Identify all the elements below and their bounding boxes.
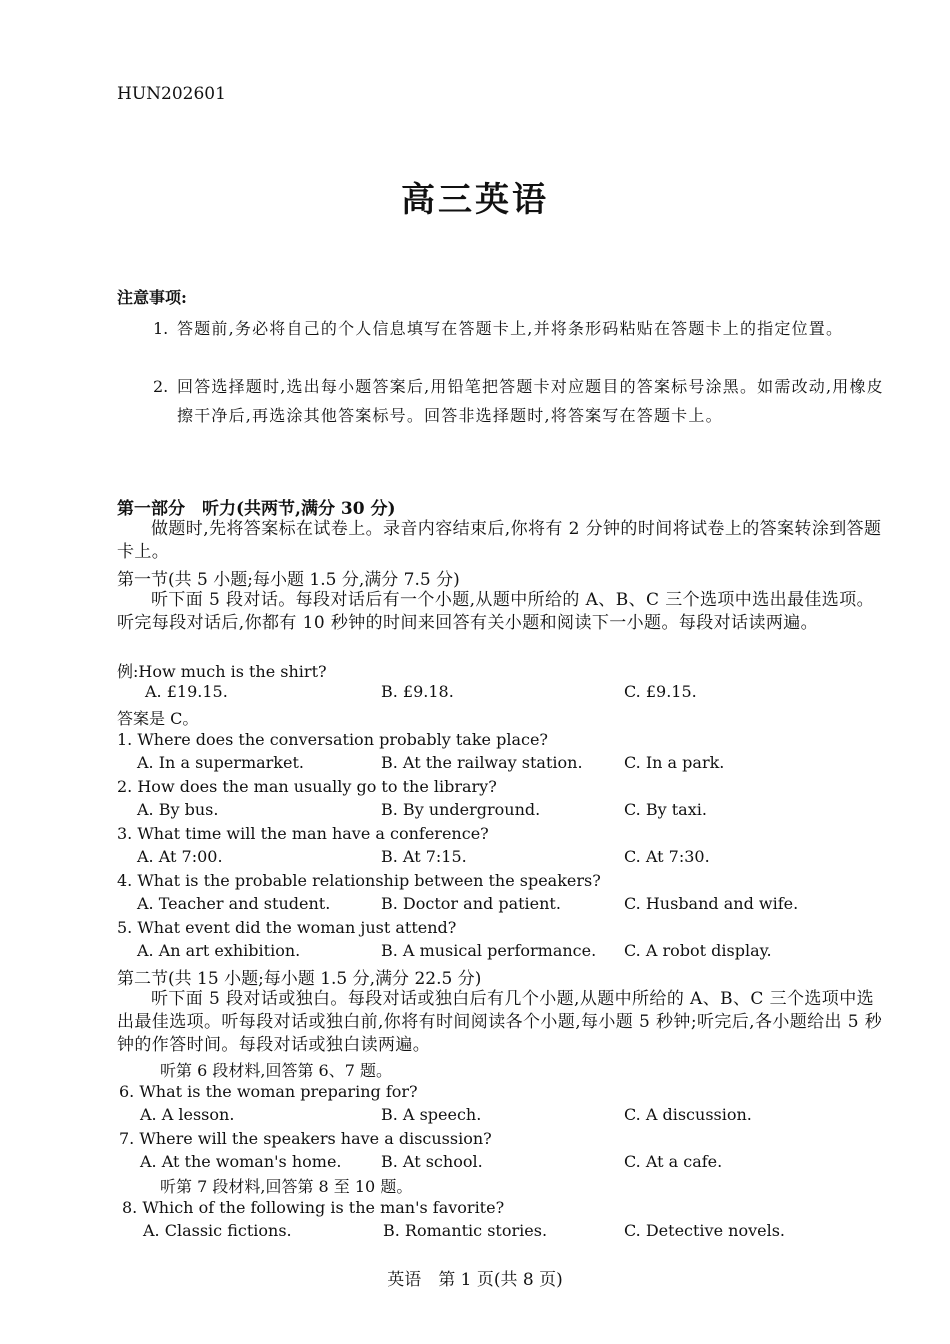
question-5: 5. What event did the woman just attend? [117, 918, 457, 937]
option-c[interactable]: C. By taxi. [624, 800, 707, 819]
page-footer: 英语 第 1 页(共 8 页) [387, 1270, 563, 1290]
option-a[interactable]: A. At the woman's home. [140, 1152, 342, 1171]
option-a[interactable]: A. By bus. [137, 800, 219, 819]
option-a[interactable]: A. Classic fictions. [143, 1221, 292, 1240]
option-b[interactable]: B. A musical performance. [381, 941, 597, 960]
option-a[interactable]: A. A lesson. [140, 1105, 235, 1124]
example-option-a: A. £19.15. [145, 682, 228, 701]
page-title: 高三英语 [401, 180, 549, 220]
option-c[interactable]: C. At a cafe. [624, 1152, 723, 1171]
part1-heading: 第一部分 听力(共两节,满分 30 分) [117, 499, 396, 519]
material-7-note: 听第 7 段材料,回答第 8 至 10 题。 [160, 1177, 413, 1196]
material-6-note: 听第 6 段材料,回答第 6、7 题。 [160, 1061, 392, 1080]
example-option-c: C. £9.15. [624, 682, 697, 701]
option-c[interactable]: C. At 7:30. [624, 847, 710, 866]
question-6: 6. What is the woman preparing for? [119, 1082, 418, 1101]
example-option-b: B. £9.18. [381, 682, 454, 701]
section2-heading: 第二节(共 15 小题;每小题 1.5 分,满分 22.5 分) [117, 969, 482, 989]
option-c[interactable]: C. Detective novels. [624, 1221, 785, 1240]
question-4: 4. What is the probable relationship between the speakers? [117, 871, 601, 890]
option-b[interactable]: B. Doctor and patient. [381, 894, 561, 913]
option-a[interactable]: A. At 7:00. [137, 847, 223, 866]
option-b[interactable]: B. At the railway station. [381, 753, 583, 772]
section2-intro: 听下面 5 段对话或独白。每段对话或独白后有几个小题,从题中所给的 A、B、C 三个选项中选出最佳选项。听每段对话或独白前,你将有时间阅读各个小题,每小题 5 秒钟;听完后,各小题给出 5 秒钟的作答时间。每段对话或独白读两遍。 [117, 989, 883, 1055]
option-a[interactable]: A. In a supermarket. [137, 753, 304, 772]
option-b[interactable]: B. Romantic stories. [383, 1221, 548, 1240]
example-question: 例:How much is the shirt? [117, 662, 327, 681]
notice-heading: 注意事项: [117, 288, 187, 307]
example-answer: 答案是 C。 [117, 709, 199, 728]
question-1: 1. Where does the conversation probably take place? [117, 730, 548, 749]
option-c[interactable]: C. A robot display. [624, 941, 772, 960]
option-b[interactable]: B. A speech. [381, 1105, 482, 1124]
question-2: 2. How does the man usually go to the library? [117, 777, 497, 796]
option-c[interactable]: C. Husband and wife. [624, 894, 799, 913]
option-a[interactable]: A. An art exhibition. [137, 941, 301, 960]
section1-heading: 第一节(共 5 小题;每小题 1.5 分,满分 7.5 分) [117, 570, 460, 590]
section1-intro: 听下面 5 段对话。每段对话后有一个小题,从题中所给的 A、B、C 三个选项中选出最佳选项。听完每段对话后,你都有 10 秒钟的时间来回答有关小题和阅读下一小题。每段对话读两遍。 [117, 590, 875, 633]
option-c[interactable]: C. A discussion. [624, 1105, 752, 1124]
option-b[interactable]: B. By underground. [381, 800, 541, 819]
paper-code: HUN202601 [117, 84, 226, 104]
part1-intro: 做题时,先将答案标在试卷上。录音内容结束后,你将有 2 分钟的时间将试卷上的答案转涂到答题卡上。 [117, 519, 882, 562]
question-8: 8. Which of the following is the man's favorite? [122, 1198, 505, 1217]
option-a[interactable]: A. Teacher and student. [137, 894, 331, 913]
option-b[interactable]: B. At school. [381, 1152, 483, 1171]
notice-item: 1. 答题前,务必将自己的个人信息填写在答题卡上,并将条形码粘贴在答题卡上的指定位置。 [153, 319, 844, 338]
notice-item: 2. 回答选择题时,选出每小题答案后,用铅笔把答题卡对应题目的答案标号涂黑。如需改动,用橡皮擦干净后,再选涂其他答案标号。回答非选择题时,将答案写在答题卡上。 [153, 377, 884, 425]
question-7: 7. Where will the speakers have a discussion? [119, 1129, 492, 1148]
question-3: 3. What time will the man have a conference? [117, 824, 489, 843]
option-b[interactable]: B. At 7:15. [381, 847, 467, 866]
option-c[interactable]: C. In a park. [624, 753, 725, 772]
